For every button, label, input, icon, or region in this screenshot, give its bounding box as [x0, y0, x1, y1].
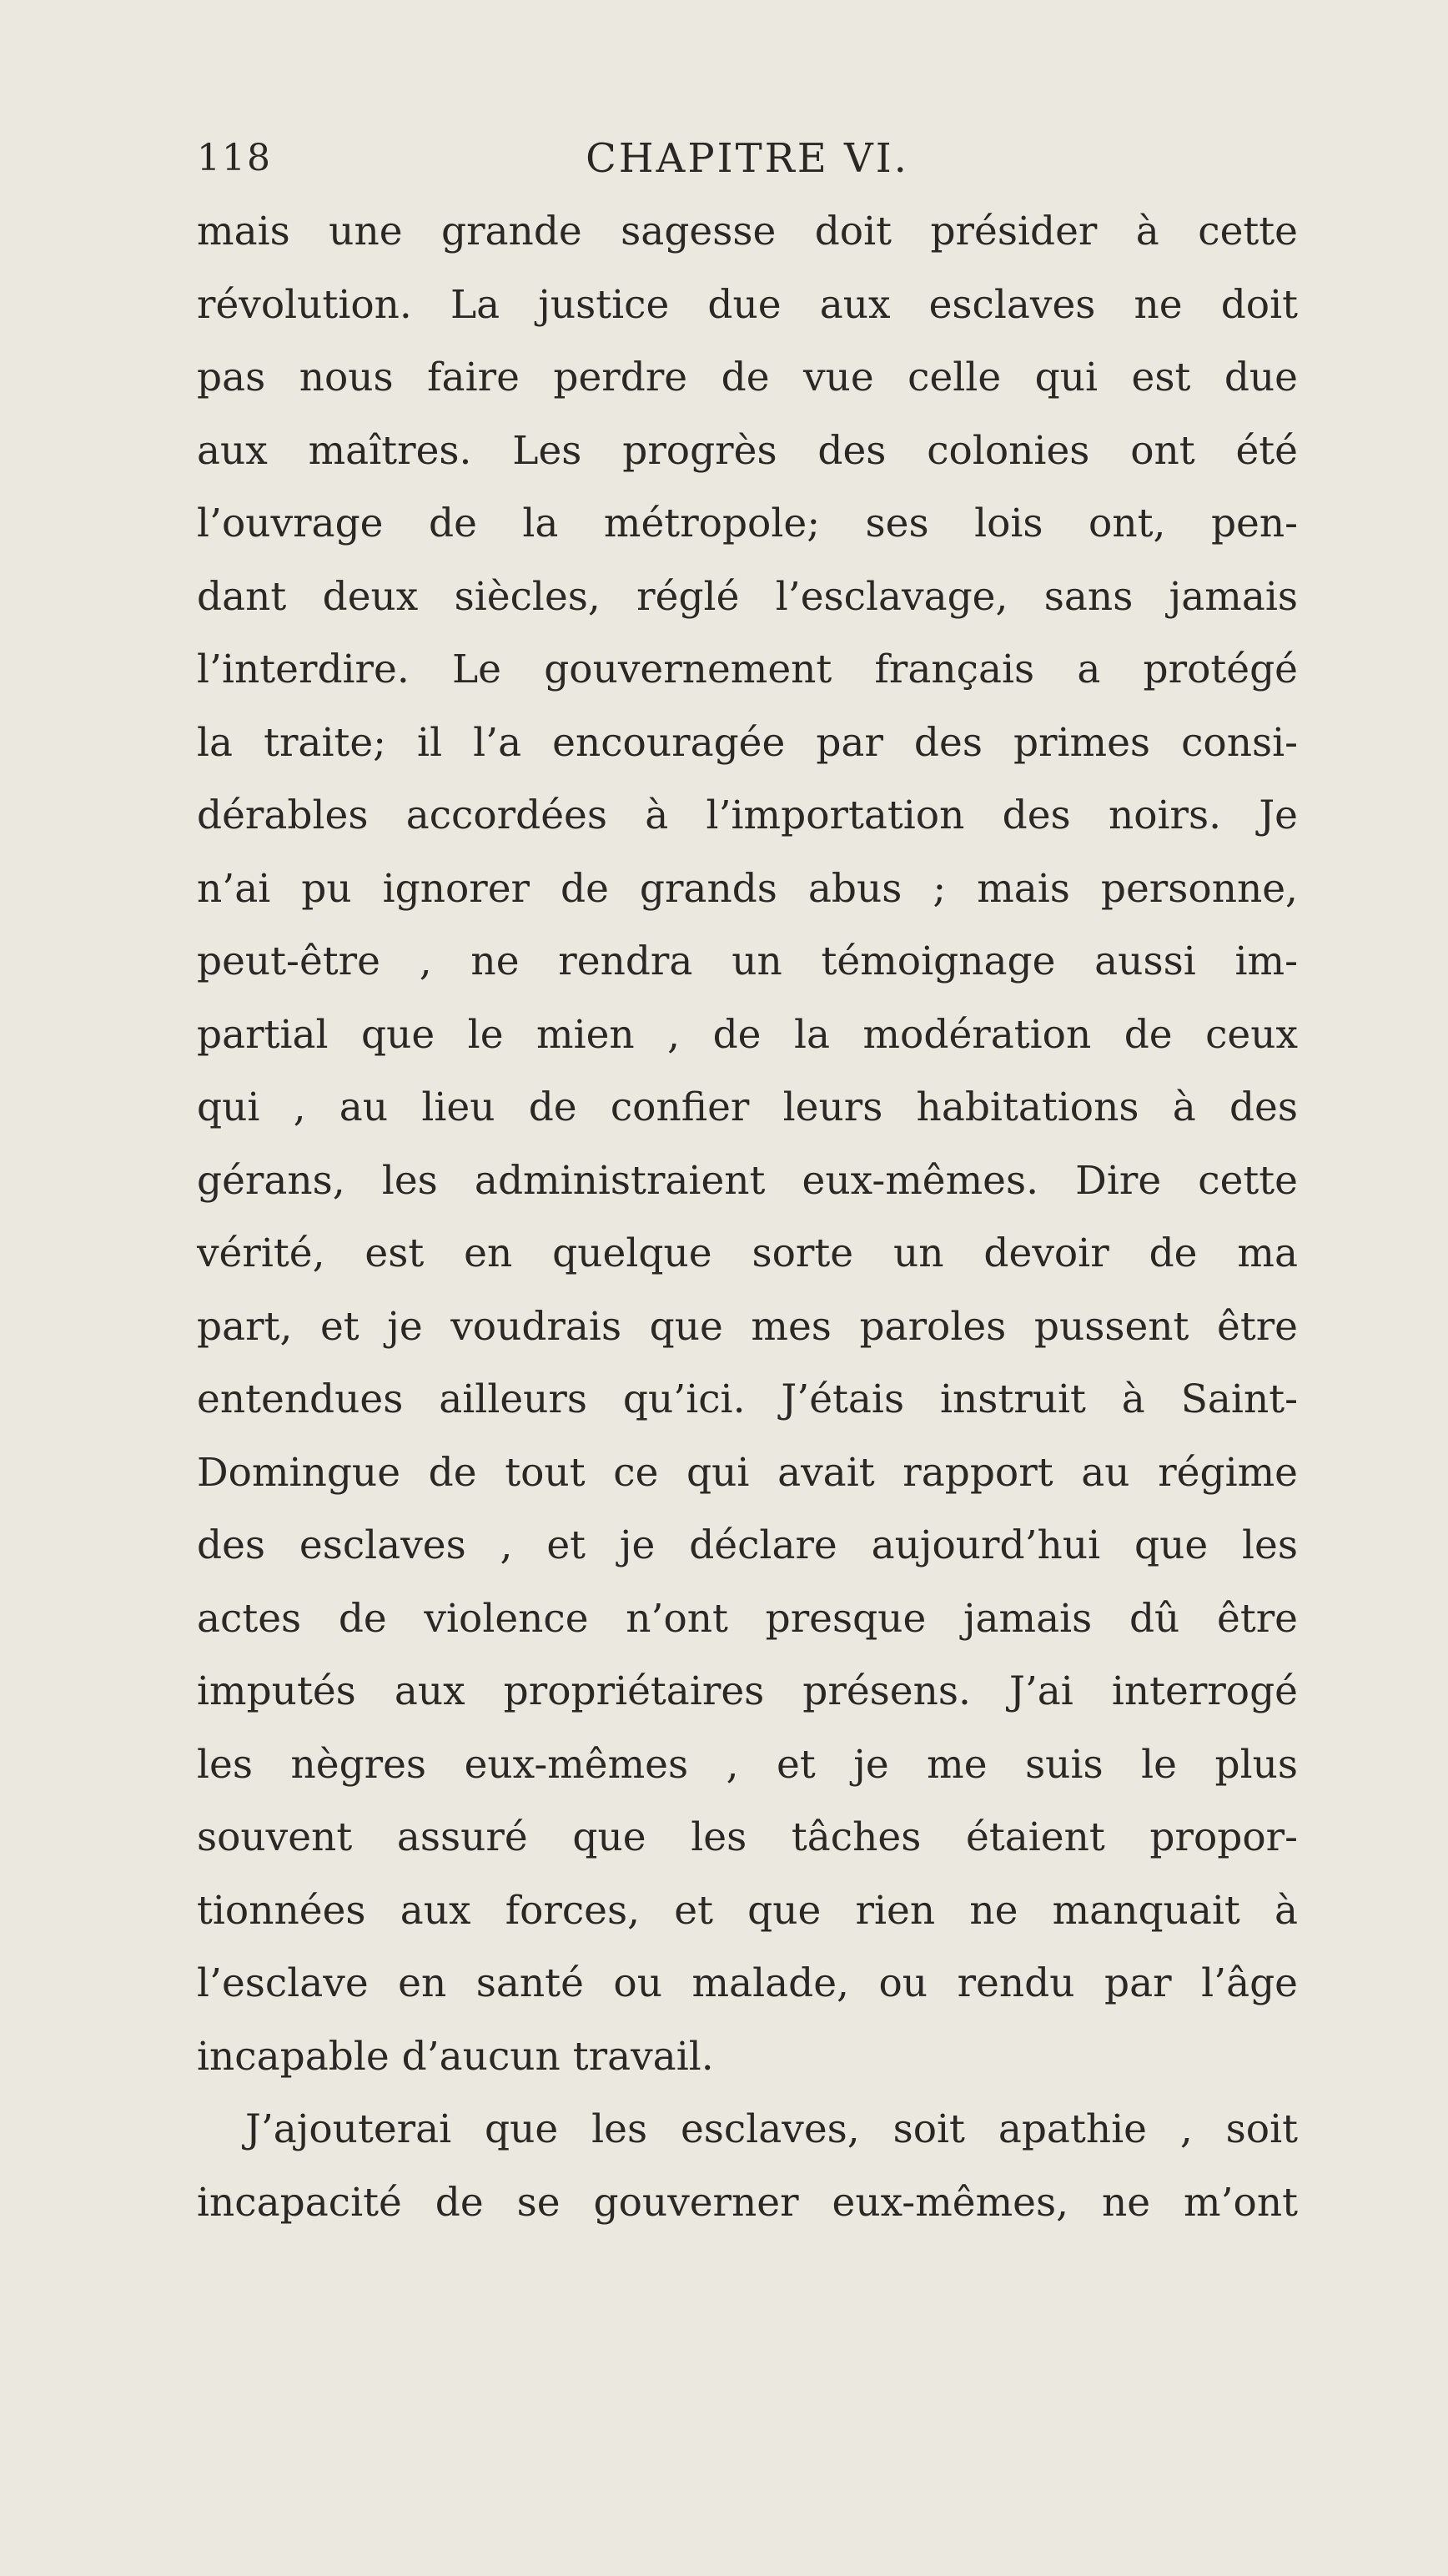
text-line: actes de violence n’ont presque jamais dû être — [197, 1595, 1298, 1642]
text-line: incapacité de se gouverner eux-mêmes, ne m’ont — [197, 2179, 1298, 2226]
text-line: aux maîtres. Les progrès des colonies ont été — [197, 427, 1298, 474]
text-line: J’ajouterai que les esclaves, soit apathie , soit — [245, 2106, 1298, 2152]
text-line: des esclaves , et je déclare aujourd’hui que les — [197, 1522, 1298, 1568]
text-line: peut-être , ne rendra un témoignage aussi im- — [197, 938, 1298, 984]
text-line: qui , au lieu de confier leurs habitations à des — [197, 1084, 1298, 1130]
text-line: partial que le mien , de la modération de ceux — [197, 1011, 1298, 1058]
text-line: pas nous faire perdre de vue celle qui est due — [197, 355, 1298, 400]
text-line: la traite; il l’a encouragée par des primes consi- — [197, 719, 1298, 766]
text-line: entendues ailleurs qu’ici. J’étais instruit à Saint- — [197, 1376, 1298, 1422]
text-line: l’ouvrage de la métropole; ses lois ont, pen- — [197, 501, 1298, 546]
text-line: gérans, les administraient eux-mêmes. Dire cette — [197, 1157, 1298, 1204]
text-line: part, et je voudrais que mes paroles pussent être — [197, 1303, 1298, 1350]
text-line: dant deux siècles, réglé l’esclavage, sans jamais — [197, 573, 1298, 620]
text-line: n’ai pu ignorer de grands abus ; mais personne, — [197, 865, 1298, 912]
text-line: l’interdire. Le gouvernement français a protégé — [197, 647, 1298, 692]
text-line: imputés aux propriétaires présens. J’ai interrogé — [197, 1668, 1298, 1714]
text-line: Domingue de tout ce qui avait rapport au régime — [197, 1449, 1298, 1496]
page-header — [197, 125, 1298, 192]
body-text — [197, 195, 1298, 2239]
text-line: dérables accordées à l’importation des noirs. Je — [197, 792, 1298, 838]
text-line: les nègres eux-mêmes , et je me suis le plus — [197, 1741, 1298, 1788]
text-line: révolution. La justice due aux esclaves ne doit — [197, 281, 1298, 328]
page-number: 118 — [197, 137, 272, 179]
text-line: souvent assuré que les tâches étaient propor- — [197, 1814, 1298, 1860]
running-head: CHAPITRE VI. — [586, 135, 909, 182]
text-line: incapable d’aucun travail. — [197, 2033, 714, 2080]
text-line: mais une grande sagesse doit présider à cette — [197, 209, 1298, 254]
text-line: tionnées aux forces, et que rien ne manquait à — [197, 1887, 1298, 1934]
text-line: l’esclave en santé ou malade, ou rendu par l’âge — [197, 1960, 1298, 2006]
text-line: vérité, est en quelque sorte un devoir de ma — [197, 1230, 1298, 1276]
